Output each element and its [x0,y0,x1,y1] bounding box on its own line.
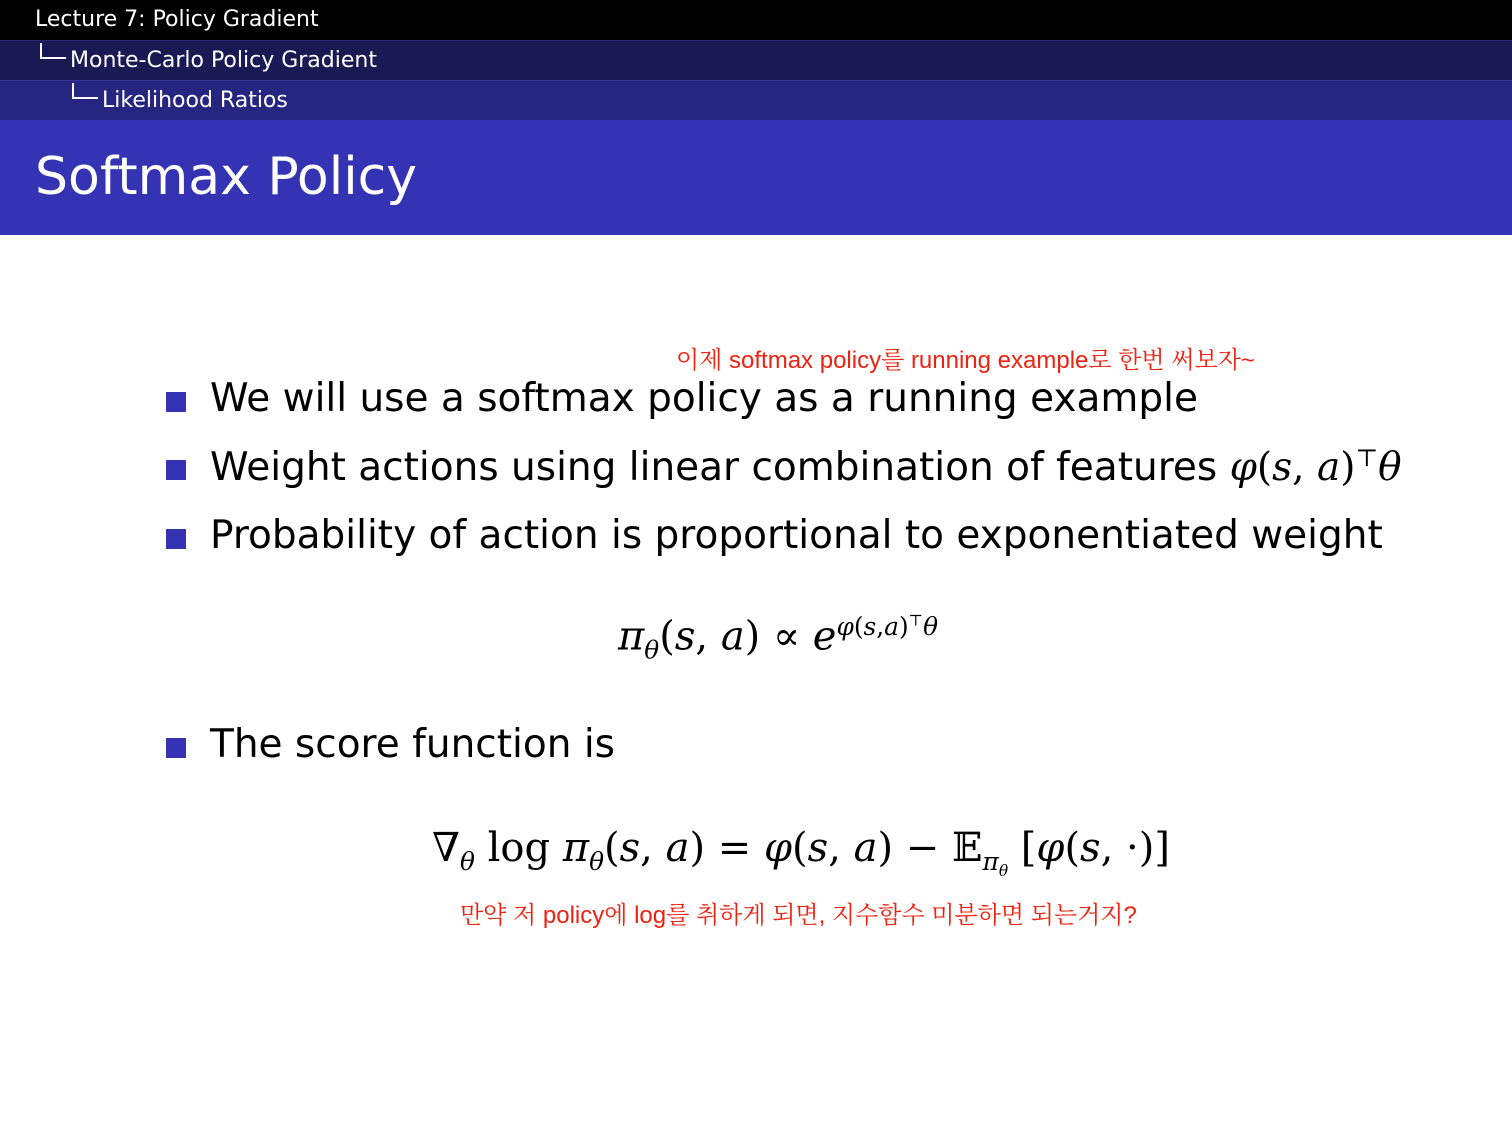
subsection-title: Likelihood Ratios [102,88,288,113]
bullet-item [166,444,1402,490]
tree-branch-icon [40,43,66,59]
annotation-top: 이제 softmax policy를 running example로 한번 써보자~ [676,347,1255,374]
bullet-square-icon [166,529,186,549]
bullet-text: We will use a softmax policy as a running example [210,376,1198,421]
bullet-item [166,376,1198,421]
annotation-bottom: 만약 저 policy에 log를 취하게 되면, 지수함수 미분하면 되는거지? [460,902,1137,929]
bullet-text: The score function is [210,722,615,767]
lecture-title: Lecture 7: Policy Gradient [35,7,319,32]
bullet-square-icon [166,460,186,480]
slide-title-bar [0,120,1512,235]
slide-title: Softmax Policy [35,147,418,207]
softmax-equation: $\pi_\theta(s$, $a) \propto e^{\varphi(s,a)^⊤\theta}$ [618,612,939,665]
bullet-item [166,722,615,767]
score-function-equation: $\nabla_\theta$ $\log \pi_\theta(s$, a) = φ(s, a) − 𝔼$_{\pi_\theta}$ [φ(s, ·)] [432,825,1170,880]
bullet-text: Weight actions using linear combination of features [210,445,1218,490]
section-header [0,40,1512,80]
bullet-text: Probability of action is proportional to exponentiated weight [210,513,1383,558]
bullet-square-icon [166,738,186,758]
lecture-header [0,0,1512,40]
feature-formula: φ(s, a)⊤θ [1229,444,1402,490]
section-title: Monte-Carlo Policy Gradient [70,48,377,73]
subsection-header [0,80,1512,120]
bullet-item [166,513,1383,558]
tree-branch-icon [72,83,98,99]
bullet-square-icon [166,392,186,412]
